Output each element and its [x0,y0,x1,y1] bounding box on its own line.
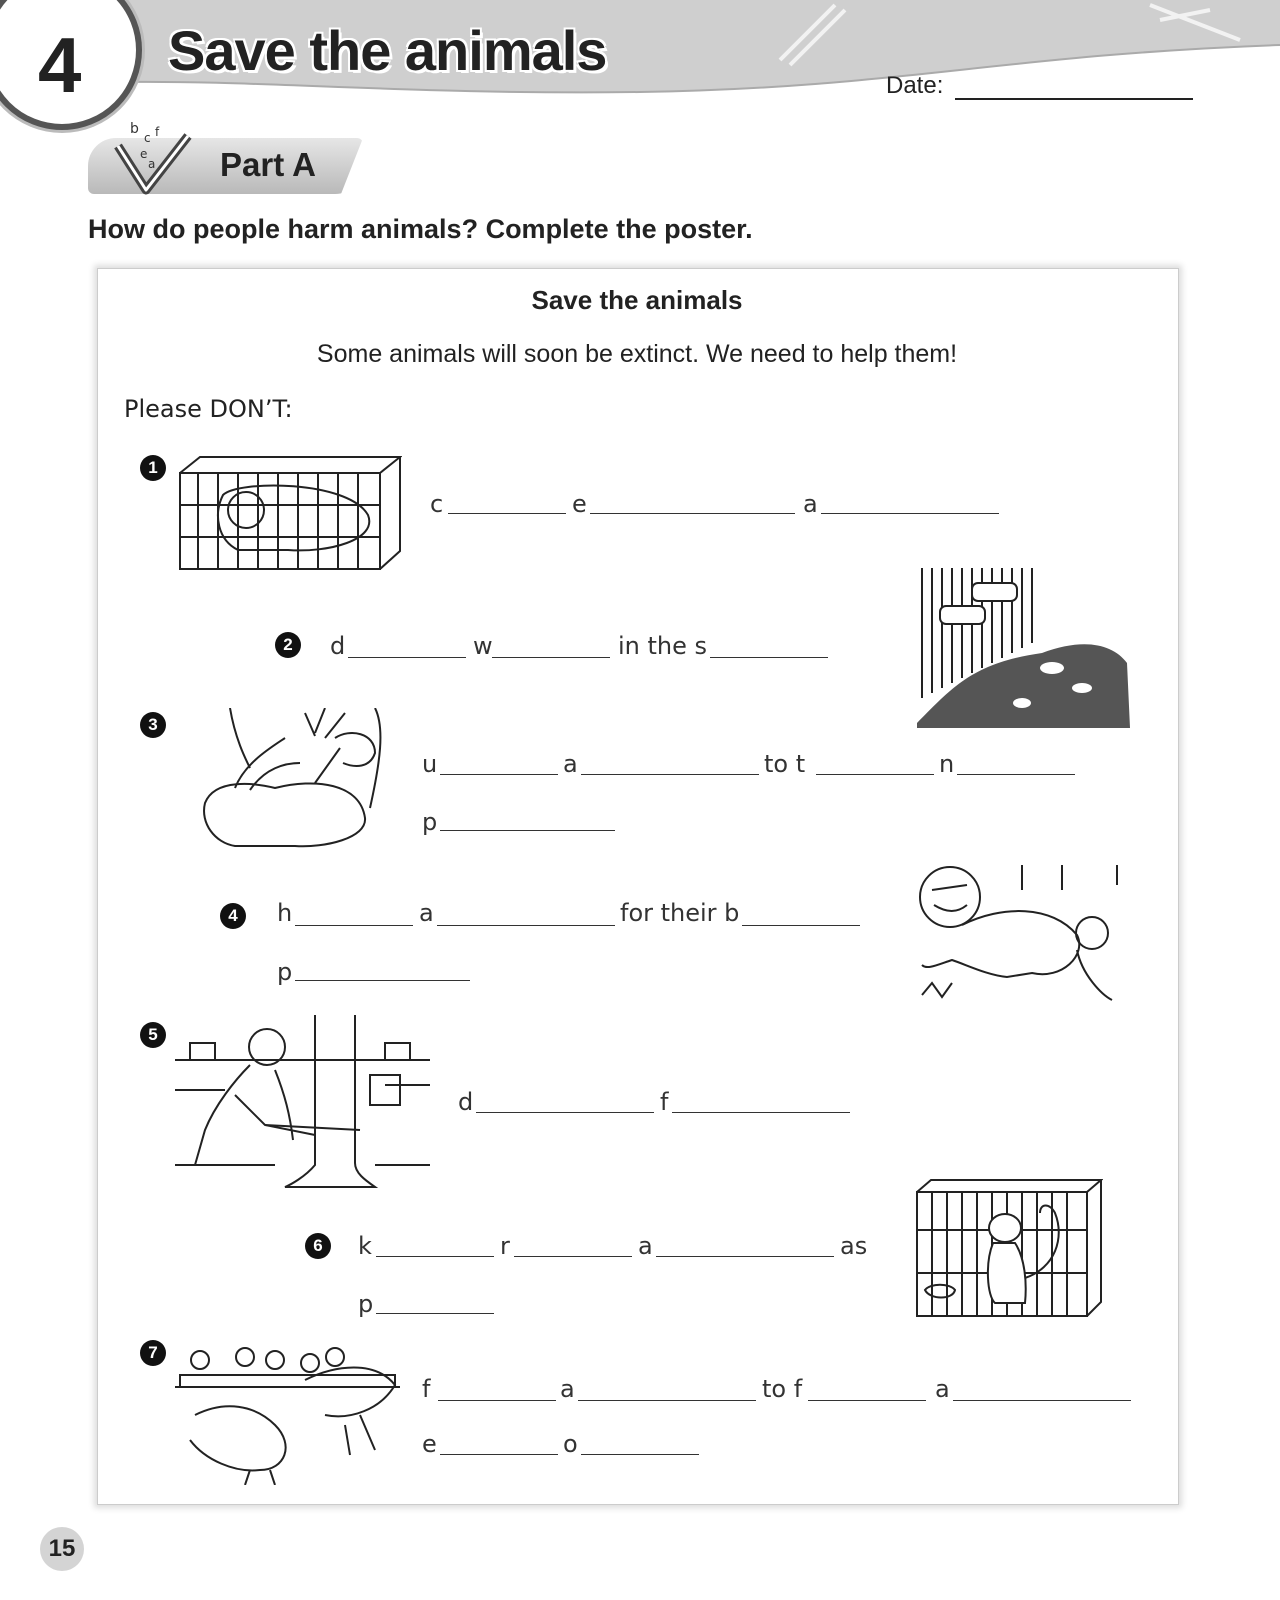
svg-text:b: b [130,121,139,137]
answer-blank[interactable] [514,1256,632,1257]
answer-blank[interactable] [448,513,566,514]
letter-hint: to t [764,750,806,778]
letter-hint: h [277,899,293,927]
item-number: 1 [140,455,166,481]
svg-text:a: a [148,157,156,171]
answer-blank[interactable] [578,1400,756,1401]
letter-hint: e [572,490,587,518]
answer-blank[interactable] [581,1454,699,1455]
answer-blank[interactable] [437,925,615,926]
answer-blank[interactable] [957,774,1075,775]
letter-hint: d [458,1088,474,1116]
answer-blank[interactable] [953,1400,1131,1401]
answer-blank[interactable] [808,1400,926,1401]
item-number: 6 [305,1233,331,1259]
poster-intro: Please DON’T: [124,395,293,423]
letter-hint: a [419,899,434,927]
answer-blank[interactable] [348,657,466,658]
svg-text:e: e [140,147,148,161]
answer-blank[interactable] [440,774,558,775]
abc-letters-icon [108,118,198,198]
waste-pipes-icon [912,568,1132,728]
woodcutter-icon [175,1015,430,1190]
answer-blank[interactable] [492,657,610,658]
answer-blank[interactable] [295,980,470,981]
letter-hint: f [660,1088,669,1116]
part-label: Part A [220,146,316,183]
letter-hint: e [422,1430,437,1458]
letter-hint: p [277,958,293,986]
letter-hint: n [939,750,955,778]
letter-hint: a [638,1232,653,1260]
poster-subtitle: Some animals will soon be extinct. We need to help them! [316,340,958,368]
letter-hint: for their b [620,899,740,927]
letter-hint: p [358,1290,374,1318]
letter-hint: a [935,1375,950,1403]
bear-in-cage-icon [178,455,402,573]
letter-hint: a [803,490,818,518]
answer-blank[interactable] [656,1256,834,1257]
letter-hint: w [473,632,493,660]
answer-blank[interactable] [710,657,828,658]
letter-hint: r [500,1232,510,1260]
answer-blank[interactable] [295,925,413,926]
elephant-hunter-icon [912,865,1134,1025]
rabbit-injection-icon [175,708,395,858]
letter-hint: o [563,1430,578,1458]
answer-blank[interactable] [672,1112,850,1113]
instruction-text: How do people harm animals? Complete the poster. [88,214,753,244]
lemur-in-cage-icon [915,1178,1103,1318]
item-number: 7 [140,1340,166,1366]
letter-hint: a [563,750,578,778]
page-number: 15 [40,1527,84,1571]
svg-text:f: f [155,125,160,139]
letter-hint: as [840,1232,868,1260]
letter-hint: k [358,1232,372,1260]
item-number: 4 [220,903,246,929]
svg-text:c: c [144,131,151,145]
cockfight-icon [175,1345,400,1485]
letter-hint: d [330,632,346,660]
answer-blank[interactable] [816,774,934,775]
answer-blank[interactable] [440,830,615,831]
item-number: 3 [140,712,166,738]
answer-blank[interactable] [376,1313,494,1314]
answer-blank[interactable] [476,1112,654,1113]
letter-hint: a [560,1375,575,1403]
date-field[interactable] [955,98,1193,100]
letter-hint: u [422,750,438,778]
poster-title: Save the animals [531,285,743,315]
letter-hint: f [422,1375,431,1403]
letter-hint: p [422,808,438,836]
unit-number: 4 [38,21,82,109]
answer-blank[interactable] [742,925,860,926]
letter-hint: in the s [618,632,708,660]
item-number: 2 [275,632,301,658]
answer-blank[interactable] [821,513,999,514]
date-label: Date: [886,72,944,99]
letter-hint: c [430,490,444,518]
page-title: Save the animals [168,19,607,82]
letter-hint: to f [762,1375,803,1403]
item-number: 5 [140,1022,166,1048]
answer-blank[interactable] [581,774,759,775]
answer-blank[interactable] [440,1454,558,1455]
answer-blank[interactable] [590,513,795,514]
answer-blank[interactable] [376,1256,494,1257]
answer-blank[interactable] [438,1400,556,1401]
